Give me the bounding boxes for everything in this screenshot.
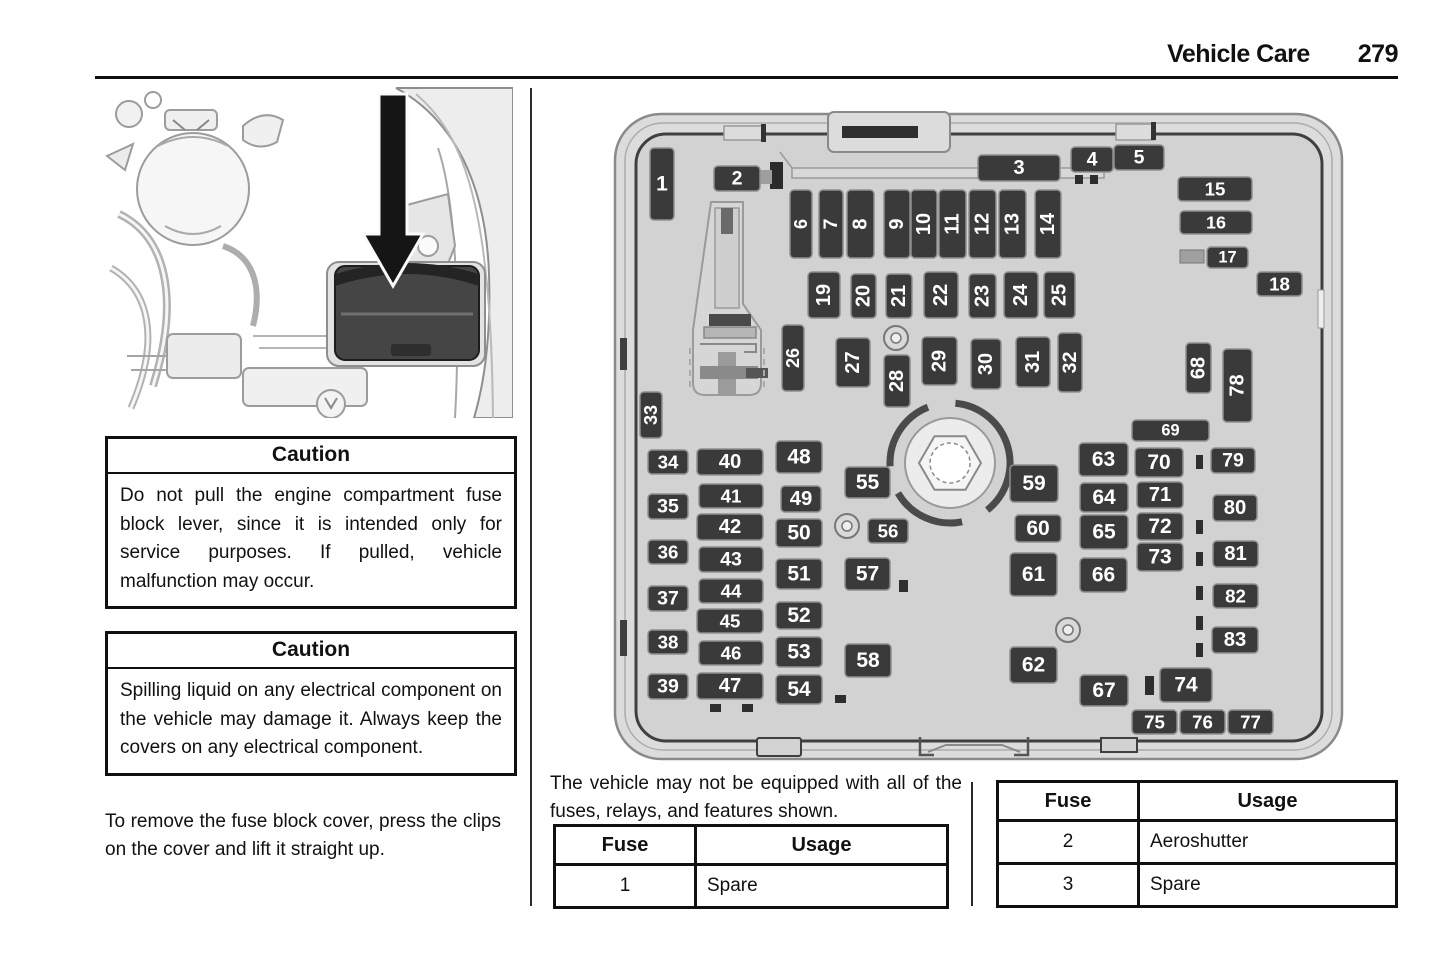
fuse-83 <box>1212 627 1258 653</box>
fuse-number-label: 72 <box>1148 515 1172 538</box>
fuse-41 <box>699 484 763 508</box>
fuse-43 <box>699 547 763 572</box>
fuse-number-label: 4 <box>1086 148 1098 171</box>
fuse-number-label: 39 <box>657 675 679 698</box>
table-row <box>998 864 1397 907</box>
fuse-42 <box>697 514 763 540</box>
table-header: Usage <box>696 826 948 865</box>
remove-cover-note: To remove the fuse block cover, press the clips on the cover and lift it straight up. <box>105 811 501 860</box>
fuse-number-label: 76 <box>1192 711 1213 733</box>
fuse-57 <box>845 558 890 590</box>
fuse-number-label: 68 <box>1187 356 1210 380</box>
fuse-66 <box>1080 558 1127 592</box>
fuse-number-label: 59 <box>1022 472 1046 495</box>
bolt-circle <box>1056 618 1080 642</box>
fuse-number-label: 20 <box>852 284 875 308</box>
fuse-number-label: 80 <box>1223 497 1247 519</box>
fuse-number-label: 38 <box>657 631 679 653</box>
page-number: 279 <box>1357 40 1398 68</box>
fuse-49 <box>781 486 821 512</box>
fuse-number-label: 74 <box>1174 673 1198 697</box>
fuse-78 <box>1223 349 1252 422</box>
fuse-usage-cell: Aeroshutter <box>1139 821 1397 864</box>
fuse-number-label: 26 <box>783 347 803 369</box>
fuse-7 <box>819 190 843 258</box>
fuse-number-label: 63 <box>1091 448 1116 471</box>
fuse-77 <box>1228 710 1273 734</box>
fuse-54 <box>776 675 822 704</box>
fuse-21 <box>886 274 912 318</box>
fuse-4 <box>1071 147 1113 172</box>
fuse-number-label: 11 <box>941 213 964 235</box>
fuse-number-label: 43 <box>720 548 742 571</box>
fuse-number-label: 36 <box>657 541 679 563</box>
fuse-number-label: 79 <box>1222 449 1244 472</box>
fuse-40 <box>697 449 763 475</box>
fuse-number-label: 50 <box>787 521 811 545</box>
page-title: Vehicle Care <box>1167 40 1310 68</box>
fuse-block-diagram <box>612 108 1345 763</box>
header-rule <box>95 76 1398 79</box>
fuse-39 <box>648 674 688 699</box>
fuse-46 <box>699 641 763 665</box>
fuse-62 <box>1010 647 1057 683</box>
fuse-70 <box>1135 448 1183 477</box>
fuse-34 <box>648 450 688 474</box>
fuse-number-label: 19 <box>813 283 835 307</box>
fuse-number-label: 28 <box>886 369 908 393</box>
fuse-28 <box>884 355 910 407</box>
mounting-tab <box>724 126 762 140</box>
fuse-13 <box>999 190 1026 258</box>
fuse-10 <box>911 190 937 258</box>
fuse-11 <box>939 190 966 258</box>
fuse-61 <box>1010 553 1057 596</box>
fuse-45 <box>697 609 763 633</box>
fuse-56 <box>868 519 908 543</box>
fuse-14 <box>1035 190 1061 258</box>
fuse-53 <box>776 637 822 667</box>
fuse-number-label: 29 <box>928 349 951 373</box>
fuse-30 <box>971 339 1001 389</box>
fuse-number-label: 61 <box>1021 563 1046 586</box>
caution-box <box>105 436 517 609</box>
fuse-number-label: 64 <box>1092 486 1116 509</box>
fuse-48 <box>776 441 822 473</box>
fuse-number-label: 46 <box>720 642 742 664</box>
fuse-20 <box>851 274 876 318</box>
caution-title: Caution <box>108 439 514 474</box>
fuse-number-label: 40 <box>718 451 742 473</box>
fuse-number-label: 48 <box>787 445 811 469</box>
fuse-51 <box>776 559 822 589</box>
fuse-37 <box>648 586 688 611</box>
caution-body: Do not pull the engine compartment fuse block lever, since it is intended only for service purposes. If pulled, vehicle malfunction may occur. <box>120 485 502 592</box>
fuse-number-label: 9 <box>886 218 908 230</box>
column-divider <box>530 88 532 906</box>
fuse-58 <box>845 644 891 677</box>
fuse-3 <box>978 155 1060 181</box>
fuse-number-cell: 3 <box>998 864 1139 907</box>
fuse-number-label: 34 <box>657 451 679 473</box>
fuse-23 <box>969 274 996 318</box>
fuse-72 <box>1137 513 1183 540</box>
fuse-number-label: 37 <box>657 587 679 610</box>
fuse-6 <box>790 190 812 258</box>
fuse-number-label: 52 <box>787 604 811 627</box>
fuse-number-label: 15 <box>1204 178 1226 200</box>
fuse-number-label: 21 <box>888 284 910 308</box>
fuse-number-label: 30 <box>975 352 997 376</box>
fuse-2 <box>714 166 760 191</box>
fuse-number-label: 32 <box>1059 351 1081 374</box>
fuse-number-label: 44 <box>720 580 742 602</box>
fuse-59 <box>1010 465 1058 502</box>
fuse-29 <box>922 337 957 385</box>
fuse-number-label: 2 <box>731 167 743 190</box>
fuse-number-label: 12 <box>971 212 994 236</box>
fuse-number-label: 82 <box>1225 585 1246 607</box>
fuse-number-label: 55 <box>855 471 880 494</box>
fuse-27 <box>836 338 870 387</box>
fuse-usage-cell: Spare <box>1139 864 1397 907</box>
fuse-number-label: 23 <box>971 284 994 308</box>
fuse-31 <box>1016 337 1050 387</box>
fuse-number-label: 16 <box>1206 212 1226 233</box>
fuse-number-label: 3 <box>1013 157 1025 179</box>
fuse-number-label: 33 <box>641 404 661 426</box>
fuse-52 <box>776 602 822 629</box>
fuse-79 <box>1211 448 1255 473</box>
fuse-number-label: 22 <box>930 283 952 307</box>
fuse-number-label: 6 <box>791 218 811 230</box>
fuse-60 <box>1015 515 1061 542</box>
fuse-44 <box>699 579 763 603</box>
mounting-tab <box>757 738 801 756</box>
fuse-usage-table <box>996 780 1398 908</box>
running-header <box>1000 40 1398 69</box>
mounting-tab <box>1116 124 1154 140</box>
fuse-number-label: 31 <box>1022 350 1044 374</box>
fuse-8 <box>847 190 874 258</box>
fuse-38 <box>648 630 688 654</box>
fuse-number-label: 49 <box>789 488 813 510</box>
fuse-number-label: 8 <box>849 218 872 230</box>
fuse-9 <box>884 190 910 258</box>
fuse-32 <box>1058 333 1082 392</box>
fuse-number-label: 45 <box>719 610 741 632</box>
fuse-76 <box>1180 710 1225 734</box>
fuse-82 <box>1213 584 1258 608</box>
fuse-number-label: 65 <box>1092 520 1116 544</box>
fuse-67 <box>1080 675 1128 706</box>
fuse-74 <box>1160 668 1212 702</box>
bolt-circle <box>835 514 859 538</box>
fuse-50 <box>776 519 822 547</box>
fuse-number-label: 60 <box>1026 517 1050 540</box>
fuse-16 <box>1180 211 1252 234</box>
fuse-18 <box>1257 272 1302 296</box>
fuse-number-label: 24 <box>1010 283 1032 307</box>
fuse-number-label: 62 <box>1021 653 1046 677</box>
fuse-number-label: 47 <box>718 675 742 697</box>
table-row <box>555 865 948 908</box>
fuse-number-label: 56 <box>877 520 899 542</box>
fuse-33 <box>640 392 662 438</box>
fuse-number-label: 14 <box>1037 212 1059 236</box>
fuse-35 <box>648 494 688 519</box>
caution-title: Caution <box>108 634 514 669</box>
table-header: Fuse <box>998 782 1139 821</box>
fuse-25 <box>1044 272 1075 318</box>
fuse-number-label: 18 <box>1269 273 1290 295</box>
fuse-number-label: 57 <box>855 562 880 586</box>
fuse-number-cell: 2 <box>998 821 1139 864</box>
fuse-1 <box>650 148 674 220</box>
fuse-5 <box>1114 145 1164 170</box>
fuse-24 <box>1004 272 1038 318</box>
fuse-number-label: 35 <box>657 495 679 518</box>
fuse-17 <box>1207 247 1248 268</box>
fuse-usage-table <box>553 824 949 909</box>
engine-compartment-illustration <box>103 86 513 418</box>
fuse-number-label: 78 <box>1226 374 1249 397</box>
fuse-number-label: 54 <box>787 678 811 701</box>
fuse-number-label: 69 <box>1161 421 1180 440</box>
caution-body: Spilling liquid on any electrical component on the vehicle may damage it. Always keep the covers on any electrical component. <box>120 680 502 758</box>
fuse-number-label: 51 <box>787 562 811 586</box>
table-row <box>998 821 1397 864</box>
fuse-22 <box>924 272 958 318</box>
fuse-68 <box>1186 343 1211 393</box>
table-divider <box>971 782 973 906</box>
fuse-36 <box>648 540 688 564</box>
fuse-number-label: 25 <box>1048 283 1071 307</box>
fuse-number-label: 77 <box>1240 711 1261 733</box>
fuse-15 <box>1178 177 1252 201</box>
bolt-circle <box>884 326 908 350</box>
fuse-number-label: 73 <box>1148 545 1172 569</box>
fuse-number-label: 42 <box>718 516 742 538</box>
fuse-number-label: 83 <box>1223 629 1247 651</box>
fuse-number-label: 66 <box>1091 563 1116 587</box>
fuse-12 <box>969 190 996 258</box>
fuse-number-label: 81 <box>1224 543 1247 565</box>
caution-box <box>105 631 517 776</box>
fuse-number-label: 13 <box>1001 212 1024 236</box>
fuse-number-label: 70 <box>1147 451 1171 474</box>
fuse-number-cell: 1 <box>555 865 696 908</box>
fuse-number-label: 5 <box>1133 146 1145 169</box>
fuse-number-label: 53 <box>787 640 811 664</box>
fuse-26 <box>782 325 804 391</box>
fuse-55 <box>845 467 890 498</box>
table-header: Usage <box>1139 782 1397 821</box>
fuse-number-label: 75 <box>1144 711 1165 733</box>
fuse-65 <box>1080 515 1128 549</box>
fuse-19 <box>808 272 840 318</box>
fuse-number-label: 10 <box>913 212 935 236</box>
fuse-64 <box>1080 483 1128 512</box>
fuse-80 <box>1213 495 1257 521</box>
fuse-73 <box>1137 543 1183 571</box>
fuse-47 <box>697 673 763 699</box>
fuse-81 <box>1213 541 1258 567</box>
fuse-71 <box>1137 482 1183 508</box>
fuse-number-label: 58 <box>856 649 880 672</box>
fuse-number-label: 67 <box>1092 679 1116 702</box>
fuse-69 <box>1132 420 1209 441</box>
equipment-note: The vehicle may not be equipped with all of the fuses, relays, and features shown. <box>550 773 962 822</box>
fuse-block-cover <box>335 263 479 360</box>
fuse-75 <box>1132 710 1177 734</box>
fuse-number-label: 1 <box>656 172 668 196</box>
table-header: Fuse <box>555 826 696 865</box>
mounting-tab <box>1101 738 1137 752</box>
fuse-number-label: 41 <box>720 485 742 507</box>
fuse-number-label: 17 <box>1218 248 1237 267</box>
fuse-usage-cell: Spare <box>696 865 948 908</box>
fuse-number-label: 71 <box>1148 484 1172 506</box>
fuse-number-label: 27 <box>842 351 864 374</box>
fuse-63 <box>1079 443 1128 476</box>
fuse-number-label: 7 <box>820 218 842 230</box>
